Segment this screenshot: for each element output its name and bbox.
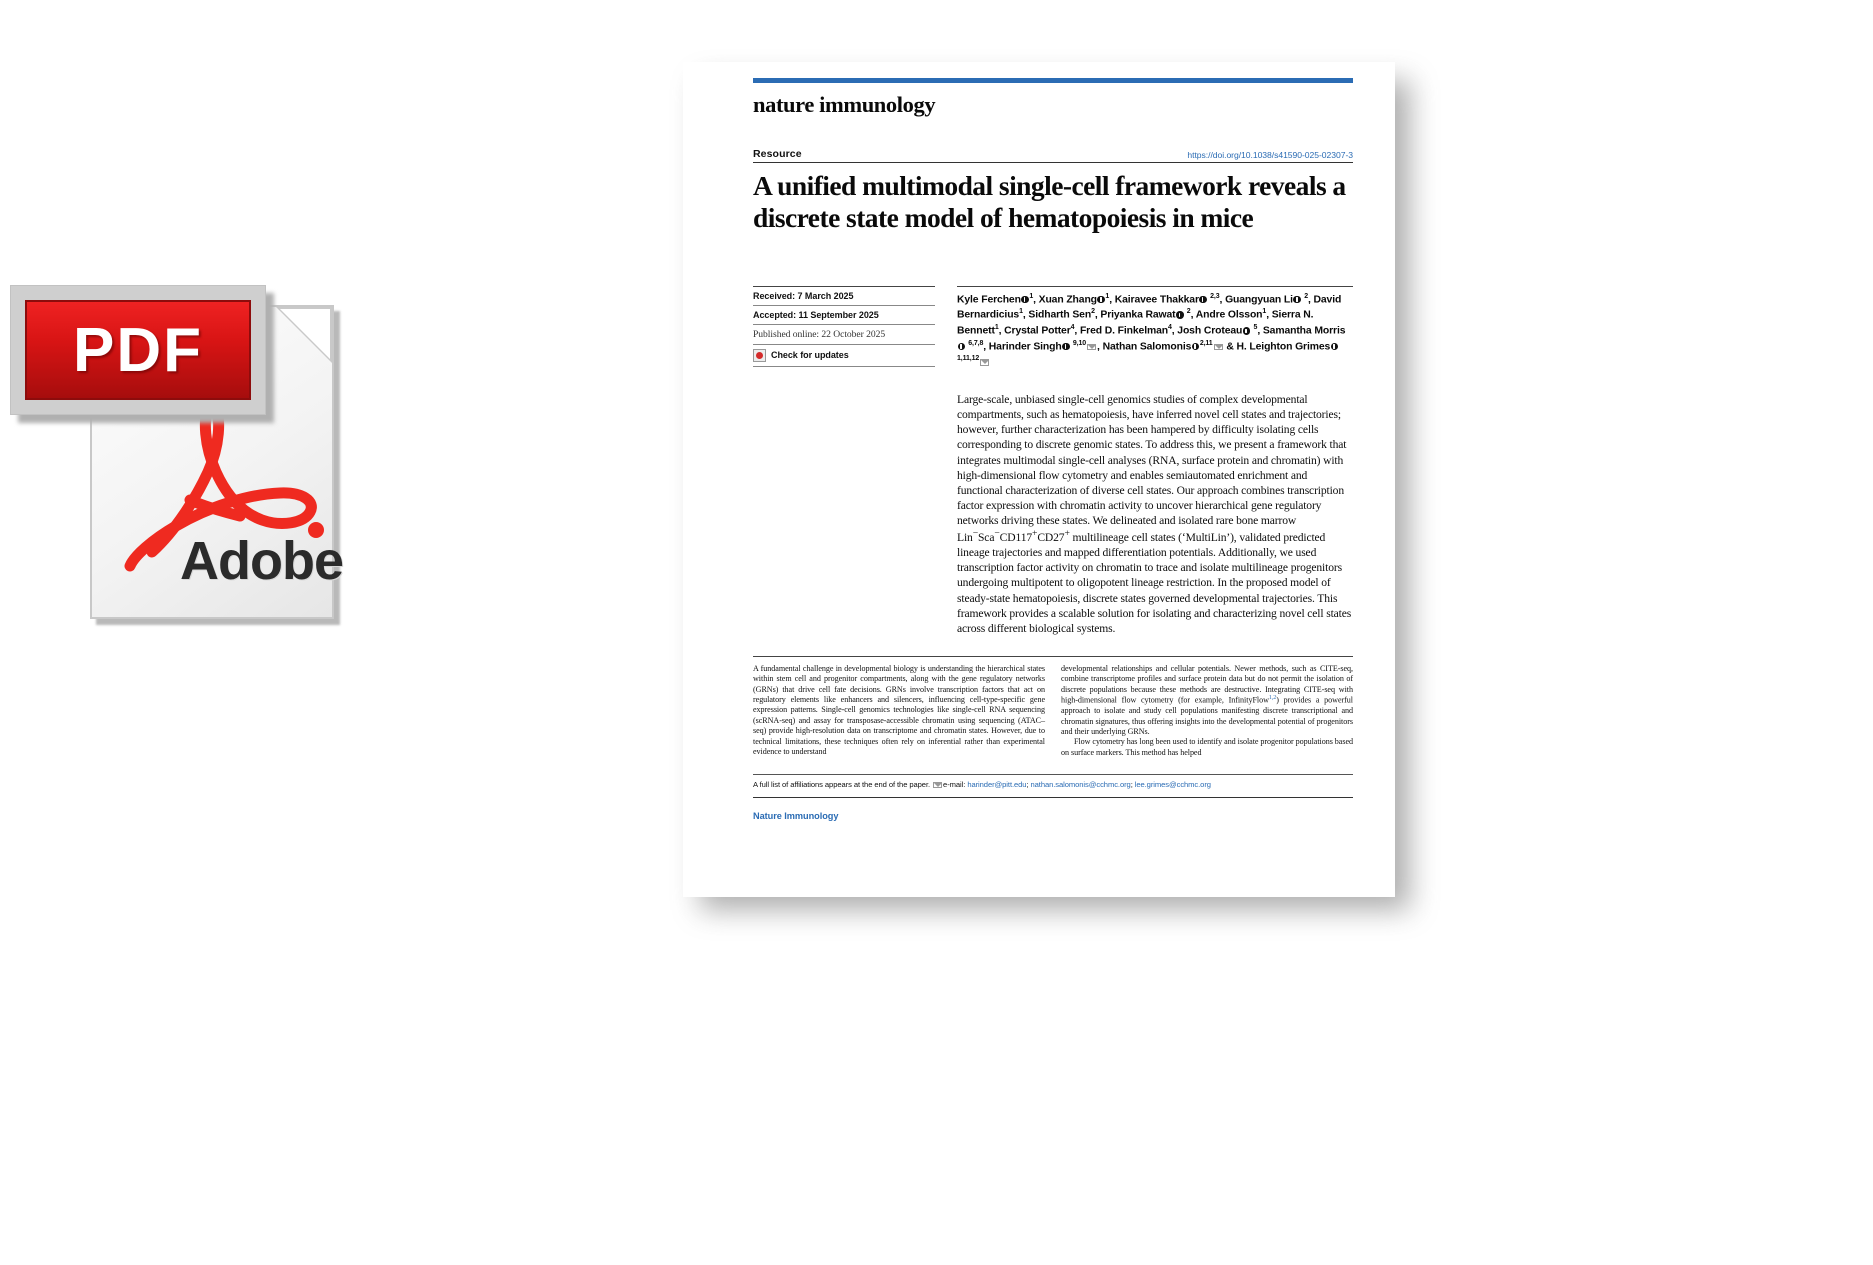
check-for-updates-label: Check for updates (771, 350, 849, 361)
pdf-badge-label: PDF (73, 315, 203, 385)
journal-masthead: nature immunology (753, 92, 936, 117)
check-for-updates-button[interactable] (753, 345, 935, 367)
page-content (753, 78, 1353, 824)
email-link-3[interactable]: lee.grimes@cchmc.org (1134, 780, 1211, 790)
body-paragraph-right-2: Flow cytometry has long been used to identify and isolate progenitor populations based on surface markers. This method has helped (1061, 737, 1353, 757)
page-title: A unified multimodal single-cell framework reveals a discrete state model of hematopoiesis in mice (753, 170, 1346, 233)
masthead-accent-rule (753, 78, 1353, 83)
body-paragraph-right-1: developmental relationships and cellular potentials. Newer methods, such as CITE-seq, combine transcriptome profiles and surface protein data but do not permit the isolation of discrete populations because these methods are destructive. Integrating CITE-seq with high-dimensional flow cytometry (for example, InfinityFlow$^{1,2}$) provides a powerful approach to isolate and study cell populations manifesting discrete transcriptional and chromatin signatures, thus offering insights into the developmental potential of progenitors and their underlying GRNs. (1061, 663, 1353, 736)
affiliation-note: A full list of affiliations appears at the end of the paper. (753, 780, 931, 790)
adobe-pdf-file-icon[interactable] (10, 285, 343, 625)
email-link-1[interactable]: harinder@pitt.edu (967, 780, 1027, 790)
accepted-date: Accepted: 11 September 2025 (753, 306, 935, 325)
kicker-row (753, 148, 1353, 163)
abstract-text: Large-scale, unbiased single-cell genomics studies of complex developmental compartments, such as hematopoiesis, have inferred novel cell states and trajectories; however, further characterization has been hampered by difficulty isolating cells corresponding to discrete genomic states. To address this, we present a framework that integrates multimodal single-cell analyses (RNA, surface protein and chromatin) with high-dimensional flow cytometry and enables semiautomated enrichment and functional characterization of diverse cell states. Our approach combines transcription factor expression with chromatin activity to uncover hierarchical gene regulatory networks driving these states. We delineated and isolated rare bone marrow Lin−Sca−CD117+CD27+ multilineage cell states (‘MultiLin’), validated predicted lineage trajectories and mapped differentiation potentials. Additionally, we used transcription factor activity on chromatin to trace and isolate multilineage progenitors undergoing multipotent to oligopotent lineage restriction. In the proposed model of steady-state hematopoiesis, discrete states governed developmental trajectories. This framework provides a scalable solution for isolating and characterizing novel cell states across different biological systems. (957, 393, 1352, 635)
body-paragraph-left: A fundamental challenge in developmental biology is understanding the hierarchical states within stem cell and progenitor compartments, along with the gene regulatory networks (GRNs) that drive cell fate decisions. GRNs involve transcription factors that act on regulatory elements like enhancers and silencers, influencing cell-type-specific gene expression patterns. Single-cell genomics technologies like single-cell RNA sequencing (scRNA-seq) and assay for transposase-accessible chromatin using sequencing (ATAC–seq) provide high-resolution data on transcriptome and chromatin states. However, due to technical limitations, these techniques often rely on inferential rather than experimental evidence to understand (753, 663, 1045, 757)
pdf-page-preview[interactable] (683, 62, 1395, 897)
published-online-date: Published online: 22 October 2025 (753, 325, 935, 345)
email-label: e-mail: (943, 780, 966, 790)
doi-link[interactable]: https://doi.org/10.1038/s41590-025-02307-3 (1187, 150, 1353, 160)
journal-footer-rule (753, 797, 1353, 824)
body-columns (753, 664, 1353, 758)
article-metadata-column (753, 286, 935, 370)
article-type-kicker: Resource (753, 148, 802, 160)
affiliation-rule (753, 774, 1353, 790)
affiliation-and-email-note: A full list of affiliations appears at the end of the paper. e-mail: harinder@pitt.edu; nathan.salomonis@cchmc.org; lee.grimes@cchmc.org (753, 780, 1211, 790)
pdf-badge (25, 300, 251, 400)
authors-column (957, 286, 1353, 370)
pdf-badge-frame (10, 285, 266, 415)
adobe-wordmark: Adobe (180, 531, 343, 591)
envelope-icon (933, 782, 942, 789)
body-separator-rule (753, 656, 1353, 657)
metadata-and-authors (753, 286, 1353, 370)
author-list: Kyle Ferchen $^1$, Xuan Zhang $^1$, Kairavee Thakkar $^{2,3}$, Guangyuan Li $^2$, David Bernardicius$^1$, Sidharth Sen$^2$, Priyanka Rawat $^2$, Andre Olsson$^1$, Sierra N. Bennett$^1$, Crystal Potter$^4$, Fred D. Finkelman$^4$, Josh Croteau $^5$, Samantha Morris $^{6,7,8}$, Harinder Singh $^{9,10}$ , Nathan Salomonis $^{2,11}$ & H. Leighton Grimes $^{1,11,12}$ (957, 292, 1353, 370)
body-column-left (753, 664, 1045, 758)
email-link-2[interactable]: nathan.salomonis@cchmc.org (1030, 780, 1131, 790)
page-fold-highlight (280, 309, 330, 359)
journal-footer-name: Nature Immunology (753, 810, 839, 821)
crossmark-icon (753, 349, 766, 362)
body-column-right (1061, 664, 1353, 758)
received-date: Received: 7 March 2025 (753, 287, 935, 306)
